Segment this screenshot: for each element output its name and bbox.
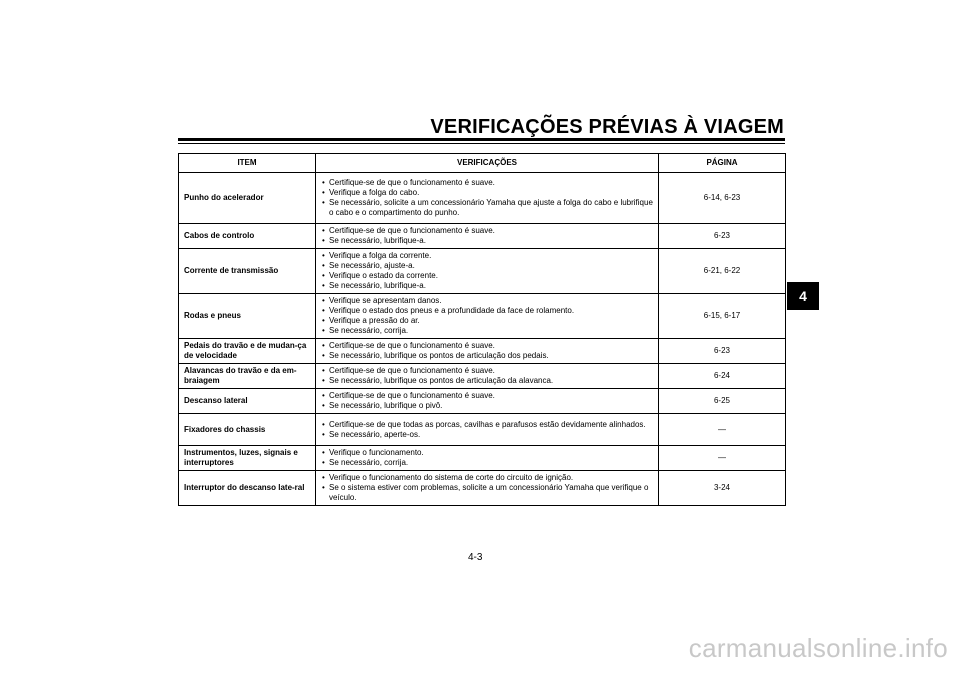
check-item: • Se o sistema estiver com problemas, solicite a um concessionário Yamaha que verifique o veículo. — [321, 483, 653, 503]
table-row — [179, 364, 786, 389]
row-checks — [316, 414, 659, 446]
row-page-ref: 6-15, 6-17 — [659, 294, 786, 339]
table-row — [179, 249, 786, 294]
row-page-ref: — — [659, 414, 786, 446]
row-checks — [316, 294, 659, 339]
column-header-checks: VERIFICAÇÕES — [316, 154, 659, 173]
row-checks — [316, 471, 659, 506]
row-item-name: Fixadores do chassis — [179, 414, 316, 446]
column-header-item: ITEM — [179, 154, 316, 173]
checks-list — [321, 178, 653, 218]
row-item-name: Pedais do travão e de mudan-ça de velocidade — [179, 339, 316, 364]
chapter-tab[interactable]: 4 — [787, 282, 819, 310]
row-checks — [316, 249, 659, 294]
row-item-name: Alavancas do travão e da em-braiagem — [179, 364, 316, 389]
check-item: • Certifique-se de que todas as porcas, cavilhas e parafusos estão devidamente alinhados. — [321, 420, 653, 430]
check-item: • Se necessário, corrija. — [321, 326, 653, 336]
row-item-name: Descanso lateral — [179, 389, 316, 414]
page-title: VERIFICAÇÕES PRÉVIAS À VIAGEM — [430, 116, 784, 138]
check-item: • Se necessário, lubrifique-a. — [321, 281, 653, 291]
title-rule-thin — [178, 143, 785, 144]
checks-list — [321, 296, 653, 336]
check-item: • Se necessário, ajuste-a. — [321, 261, 653, 271]
row-page-ref: 6-21, 6-22 — [659, 249, 786, 294]
check-item: • Verifique a folga do cabo. — [321, 188, 653, 198]
row-page-ref: 6-23 — [659, 339, 786, 364]
row-checks — [316, 339, 659, 364]
check-item: • Certifique-se de que o funcionamento é suave. — [321, 226, 653, 236]
table-row — [179, 224, 786, 249]
check-item: • Certifique-se de que o funcionamento é suave. — [321, 178, 653, 188]
row-checks — [316, 364, 659, 389]
check-item: • Se necessário, lubrifique-a. — [321, 236, 653, 246]
checks-list — [321, 448, 653, 468]
checks-list — [321, 473, 653, 503]
table-header-row — [179, 154, 786, 173]
check-item: • Verifique o estado dos pneus e a profundidade da face de rolamento. — [321, 306, 653, 316]
row-checks — [316, 224, 659, 249]
table-row — [179, 471, 786, 506]
check-item: • Se necessário, corrija. — [321, 458, 653, 468]
row-checks — [316, 446, 659, 471]
check-item: • Certifique-se de que o funcionamento é suave. — [321, 391, 653, 401]
page-number: 4-3 — [468, 552, 483, 563]
row-checks — [316, 389, 659, 414]
table-row — [179, 389, 786, 414]
row-item-name: Interruptor do descanso late-ral — [179, 471, 316, 506]
check-item: • Verifique o funcionamento. — [321, 448, 653, 458]
row-item-name: Punho do acelerador — [179, 173, 316, 224]
check-item: • Verifique a pressão do ar. — [321, 316, 653, 326]
column-header-page: PÁGINA — [659, 154, 786, 173]
row-item-name: Instrumentos, luzes, signais e interruptores — [179, 446, 316, 471]
check-item: • Certifique-se de que o funcionamento é suave. — [321, 366, 653, 376]
check-item: • Verifique a folga da corrente. — [321, 251, 653, 261]
check-item: • Verifique o funcionamento do sistema de corte do circuito de ignição. — [321, 473, 653, 483]
table-row — [179, 446, 786, 471]
check-item: • Verifique se apresentam danos. — [321, 296, 653, 306]
check-item: • Se necessário, lubrifique os pontos de articulação dos pedais. — [321, 351, 653, 361]
row-page-ref: 6-23 — [659, 224, 786, 249]
table-row — [179, 173, 786, 224]
row-checks — [316, 173, 659, 224]
check-item: • Se necessário, solicite a um concessionário Yamaha que ajuste a folga do cabo e lubrifique o cabo e o compartimento do punho. — [321, 198, 653, 218]
table-row — [179, 414, 786, 446]
title-rule-thick — [178, 138, 785, 141]
checks-list — [321, 341, 653, 361]
row-page-ref: 6-25 — [659, 389, 786, 414]
check-item: • Verifique o estado da corrente. — [321, 271, 653, 281]
row-page-ref: 6-14, 6-23 — [659, 173, 786, 224]
row-page-ref: 3-24 — [659, 471, 786, 506]
checks-list — [321, 420, 653, 440]
checks-list — [321, 251, 653, 291]
row-page-ref: 6-24 — [659, 364, 786, 389]
row-item-name: Corrente de transmissão — [179, 249, 316, 294]
checks-list — [321, 226, 653, 246]
table-row — [179, 294, 786, 339]
check-item: • Se necessário, lubrifique o pivô. — [321, 401, 653, 411]
row-page-ref: — — [659, 446, 786, 471]
row-item-name: Rodas e pneus — [179, 294, 316, 339]
table-row — [179, 339, 786, 364]
row-item-name: Cabos de controlo — [179, 224, 316, 249]
watermark-text: carmanualsonline.info — [688, 633, 948, 663]
checks-list — [321, 366, 653, 386]
check-item: • Certifique-se de que o funcionamento é suave. — [321, 341, 653, 351]
checks-list — [321, 391, 653, 411]
check-item: • Se necessário, lubrifique os pontos de articulação da alavanca. — [321, 376, 653, 386]
pre-ride-checks-table — [178, 153, 786, 506]
check-item: • Se necessário, aperte-os. — [321, 430, 653, 440]
